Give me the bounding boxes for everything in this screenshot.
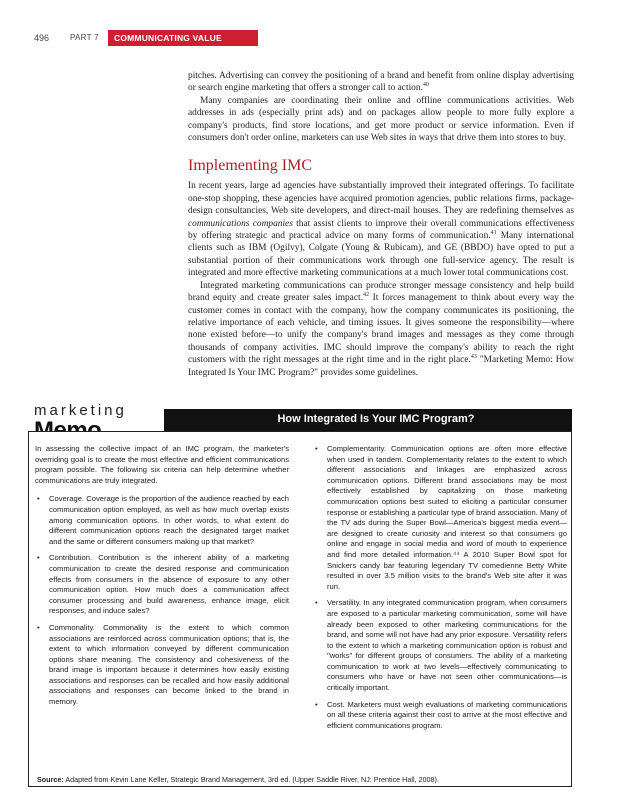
memo-logo-small: marketing [34, 402, 127, 419]
bullet-icon: • [315, 444, 318, 453]
bullet-icon: • [37, 622, 40, 632]
footnote-ref: 41 [490, 229, 497, 236]
main-text [188, 70, 574, 379]
bullet-icon: • [37, 494, 40, 504]
footnote-ref: 40 [422, 82, 429, 89]
part-title-band [108, 30, 258, 46]
page-header [0, 30, 623, 46]
part-label: PART 7 [70, 33, 99, 42]
list-item: • Complementarity. Communication options are often more effective when used in tandem. Complementarity relates to the extent to which different associations and linkages are emphasized across communication options. Different brand associations may be most effectively established by capitalizing on those marketing communication options best suited to eliciting a particular consumer response or establishing a particular type of brand association. Many of the TV ads during the Super Bowl—America's biggest media event—are designed to create curiosity and interest so that consumers go online and engage in social media and word of mouth to experience and find more detailed information.⁴⁴ A 2010 Super Bowl spot for Snickers candy bar featuring legendary TV comedienne Betty White resulted in over 3.5 million visits to the brand's Web site after it was run. [315, 444, 567, 591]
list-item: • Cost. Marketers must weigh evaluations of marketing communications on all these criteria against their cost to arrive at the most effective and efficient communications program. [315, 699, 567, 730]
memo-left-list [35, 494, 289, 707]
part-title: COMMUNICATING VALUE [114, 33, 222, 43]
section-paragraph-2: Integrated marketing communications can produce stronger message consistency and help build brand equity and create greater sales impact.$^{42}$ It forces management to think about every way the customer comes in contact with the company, how the company communicates its positioning, the relative importance of each vehicle, and timing issues. It gives someone the responsibility—where none existed before—to unify the company's brand images and messages as they come through thousands of company activities. IMC should improve the company's ability to reach the right customers with the right messages at the right time and in the right place.$^{43}$ "Marketing Memo: How Integrated Is Your IMC Program?" provides some guidelines. [188, 280, 575, 378]
memo-box [28, 431, 572, 787]
memo-intro: In assessing the collective impact of an IMC program, the marketer's overriding goal is to create the most effective and efficient communications program possible. The following six criteria can help determine whether communications are truly integrated. [35, 444, 289, 485]
key-term: communications companies [188, 218, 293, 229]
footnote-ref: 43 [470, 354, 477, 360]
memo-title-bar [136, 409, 572, 431]
bullet-icon: • [315, 598, 318, 608]
bullet-icon: • [37, 553, 40, 563]
section-paragraph-1: In recent years, large ad agencies have substantially improved their integrated offerings. To facilitate one-stop shopping, these agencies have acquired promotion agencies, public relations firms, package-design consultancies, Web site developers, and direct-mail houses. They are redefining themselves as communications companies that assist clients to improve their overall communications effectiveness by offering strategic and practical advice on many forms of communication.$^{41}$ Many international clients such as IBM (Ogilvy), Colgate (Young & Rubicam), and GE (BBDO) have opted to put a substantial portion of their communications work through one full-service agency. The result is integrated and more effective marketing communications at a much lower total communications cost. [188, 181, 575, 279]
page-number: 496 [34, 33, 50, 43]
bullet-icon: • [315, 699, 318, 709]
memo-left-column [35, 444, 289, 714]
footnote-ref: 42 [362, 291, 369, 298]
list-item: • Coverage. Coverage is the proportion of the audience reached by each communication option employed, as well as how much overlap exists among communication options. In other words, to what extent do different communication options reach the designated target market and the same or different consumers making up that market? [37, 494, 289, 546]
memo-title: How Integrated Is Your IMC Program? [277, 413, 475, 425]
list-item: • Versatility. In any integrated communication program, when consumers are exposed to a particular marketing communication, some will have already been exposed to other marketing communications for the brand, and some will not have had any prior exposure. Versatility refers to the extent to which a marketing communication option is robust and "works" for different groups of consumers. The ability of a marketing communication to work at two levels—effectively communicating to consumers who have or have not seen other communications—is critically important. [315, 598, 567, 693]
intro-paragraph-2: Many companies are coordinating their online and offline communications activities. Web addresses in ads (especially print ads) and on packages allow people to more fully explore a company's products, find store locations, and get more product or service information. Even if consumers don't order online, marketers can use Web sites in ways that drive them into stores to buy. [188, 95, 574, 144]
list-item: • Commonality. Commonality is the extent to which common associations are reinforced across communication options; that is, the extent to which information conveyed by different communication options share meaning. The consistency and cohesiveness of the brand image is important because it determines how easily existing associations and responses can be recalled and how easily additional associations and responses can become linked to the brand in memory. [37, 622, 289, 707]
memo-right-list [313, 444, 567, 731]
list-item: • Contribution. Contribution is the inherent ability of a marketing communication to create the desired response and communication effects from consumers in the absence of exposure to any other communication option. How much does a communication affect consumer processing and build awareness, enhance image, elicit responses, and induce sales? [37, 553, 289, 616]
marketing-memo [28, 395, 572, 786]
memo-source: Source: Adapted from Kevin Lane Keller, Strategic Brand Management, 3rd ed. (Upper Saddle River, NJ: Prentice Hall, 2008). [37, 775, 439, 784]
section-heading: Implementing IMC [188, 157, 312, 175]
memo-right-column [313, 444, 567, 737]
intro-paragraph-1: pitches. Advertising can convey the positioning of a brand and benefit from online display advertising or search engine marketing that offers a stronger call to action.$^{40}$ [188, 71, 574, 94]
